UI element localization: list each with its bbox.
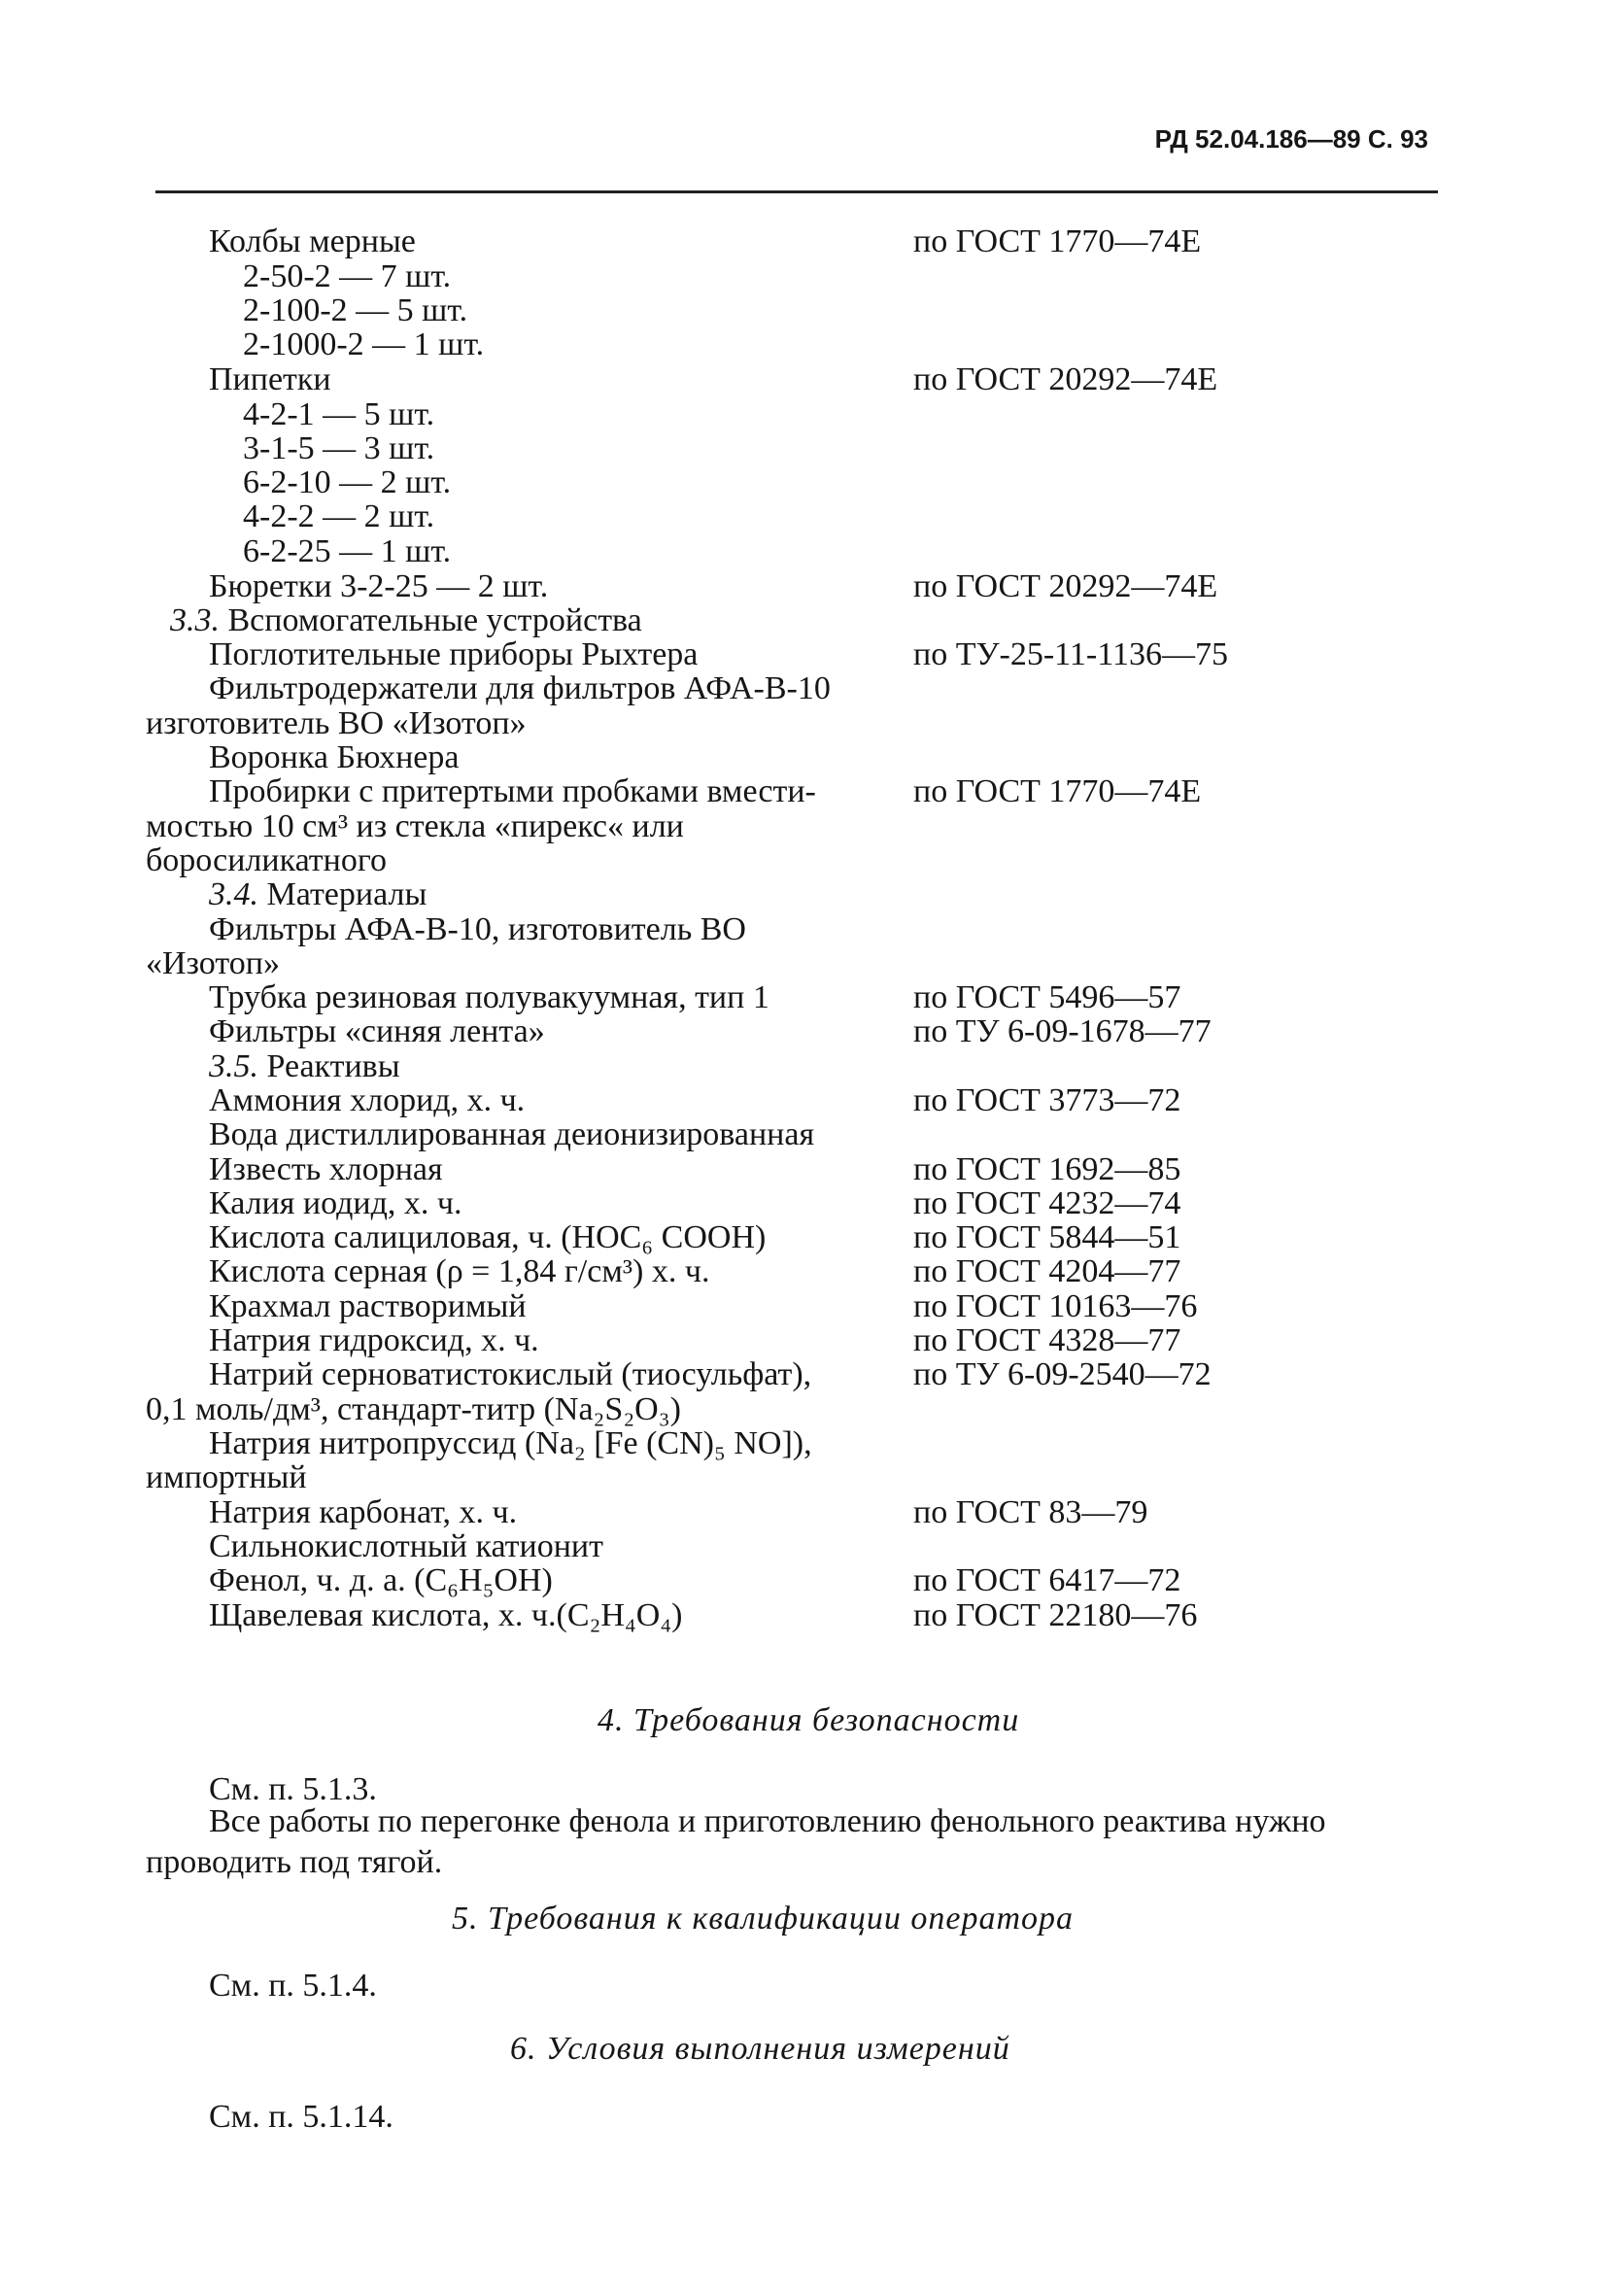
item-text: 6-2-25 — 1 шт. xyxy=(243,533,452,569)
item-text: 4-2-2 — 2 шт. xyxy=(243,498,435,534)
item-standard: по ТУ-25-11-1136—75 xyxy=(913,636,1228,672)
item-text: Пипетки xyxy=(209,361,331,397)
item-standard: по ГОСТ 5496—57 xyxy=(913,979,1181,1015)
item-text: Фильтры АФА-В-10, изготовитель ВО xyxy=(209,911,746,947)
item-standard: по ГОСТ 83—79 xyxy=(913,1494,1148,1530)
item-text: Крахмал растворимый xyxy=(209,1288,527,1324)
item-standard: по ГОСТ 4232—74 xyxy=(913,1185,1181,1221)
item-text: Вода дистиллированная деионизированная xyxy=(209,1116,815,1152)
item-text: 2-50-2 — 7 шт. xyxy=(243,258,452,294)
item-text: Бюретки 3-2-25 — 2 шт. xyxy=(209,568,549,604)
item-text: импортный xyxy=(146,1459,307,1495)
item-text: мостью 10 см³ из стекла «пирекс« или xyxy=(146,808,684,844)
item-text: 2-1000-2 — 1 шт. xyxy=(243,326,485,362)
page-header: РД 52.04.186—89 С. 93 xyxy=(1154,124,1428,154)
item-standard: по ГОСТ 3773—72 xyxy=(913,1082,1181,1118)
item-standard: по ГОСТ 20292—74Е xyxy=(913,568,1218,604)
item-text: «Изотоп» xyxy=(146,945,280,981)
item-standard: по ГОСТ 1770—74Е xyxy=(913,223,1202,259)
item-text: 0,1 моль/дм³, стандарт-титр (Na₂S₂O₃) xyxy=(146,1391,681,1427)
item-text: 2-100-2 — 5 шт. xyxy=(243,292,468,328)
item-standard: по ГОСТ 1770—74Е xyxy=(913,773,1202,809)
item-standard: по ГОСТ 6417—72 xyxy=(913,1562,1181,1598)
item-text: Известь хлорная xyxy=(209,1151,443,1187)
item-text: Колбы мерные xyxy=(209,223,416,259)
item-text: Фенол, ч. д. а. (C₆H₅OH) xyxy=(209,1562,553,1598)
item-text: Фильтры «синяя лента» xyxy=(209,1013,545,1049)
item-text: Пробирки с притертыми пробками вмести- xyxy=(209,773,816,809)
section-6-title: 6. Условия выполнения измерений xyxy=(510,2031,1010,2067)
item-standard: по ТУ 6-09-1678—77 xyxy=(913,1013,1212,1049)
item-text: изготовитель ВО «Изотоп» xyxy=(146,705,527,741)
item-text: Калия иодид, х. ч. xyxy=(209,1185,462,1221)
item-standard: по ГОСТ 5844—51 xyxy=(913,1219,1181,1255)
item-text: Фильтродержатели для фильтров АФА-В-10 xyxy=(209,670,831,706)
section-6-ref: См. п. 5.1.14. xyxy=(209,2099,393,2135)
section-4-title: 4. Требования безопасности xyxy=(598,1702,1020,1738)
item-standard: по ТУ 6-09-2540—72 xyxy=(913,1356,1212,1392)
item-text: Поглотительные приборы Рыхтера xyxy=(209,636,699,672)
item-standard: по ГОСТ 22180—76 xyxy=(913,1597,1198,1633)
section-4-ref: См. п. 5.1.3. xyxy=(209,1771,377,1807)
item-text: Натрия карбонат, х. ч. xyxy=(209,1494,518,1530)
item-standard: по ГОСТ 10163—76 xyxy=(913,1288,1198,1324)
item-standard: по ГОСТ 1692—85 xyxy=(913,1151,1181,1187)
header-rule xyxy=(155,190,1438,193)
item-text: 4-2-1 — 5 шт. xyxy=(243,396,435,432)
item-text: Натрий серноватистокислый (тиосульфат), xyxy=(209,1356,812,1392)
item-text: Кислота салициловая, ч. (HOC₆ COOH) xyxy=(209,1219,767,1255)
section-number: 3.3. xyxy=(170,602,220,638)
item-text: Натрия нитропруссид (Na₂ [Fe (CN)₅ NO]), xyxy=(209,1425,812,1461)
section-title: Вспомогательные устройства xyxy=(227,602,642,638)
item-standard: по ГОСТ 4204—77 xyxy=(913,1253,1181,1289)
item-text: боросиликатного xyxy=(146,842,387,878)
section-5-title: 5. Требования к квалификации оператора xyxy=(452,1901,1075,1936)
section-heading xyxy=(170,602,642,639)
section-number: 3.4. xyxy=(209,876,258,912)
item-text: Аммония хлорид, х. ч. xyxy=(209,1082,526,1118)
item-text: Кислота серная (ρ = 1,84 г/см³) х. ч. xyxy=(209,1253,710,1289)
item-standard: по ГОСТ 20292—74Е xyxy=(913,361,1218,397)
item-standard: по ГОСТ 4328—77 xyxy=(913,1322,1181,1358)
item-text: Натрия гидроксид, х. ч. xyxy=(209,1322,539,1358)
item-text: Сильнокислотный катионит xyxy=(209,1528,603,1564)
section-4-text: Все работы по перегонке фенола и приготовлению фенольного реактива нужно проводить под тягой. xyxy=(146,1803,1326,1880)
section-title: Реактивы xyxy=(266,1048,400,1084)
section-title: Материалы xyxy=(266,876,427,912)
item-text: 6-2-10 — 2 шт. xyxy=(243,464,452,500)
item-text: Щавелевая кислота, х. ч.(C₂H₄O₄) xyxy=(209,1597,683,1633)
section-heading xyxy=(209,1048,400,1085)
section-5-ref: См. п. 5.1.4. xyxy=(209,1968,377,2004)
item-text: Трубка резиновая полувакуумная, тип 1 xyxy=(209,979,769,1015)
section-heading xyxy=(209,876,427,913)
item-text: 3-1-5 — 3 шт. xyxy=(243,430,435,466)
item-text: Воронка Бюхнера xyxy=(209,739,460,775)
section-number: 3.5. xyxy=(209,1048,258,1084)
